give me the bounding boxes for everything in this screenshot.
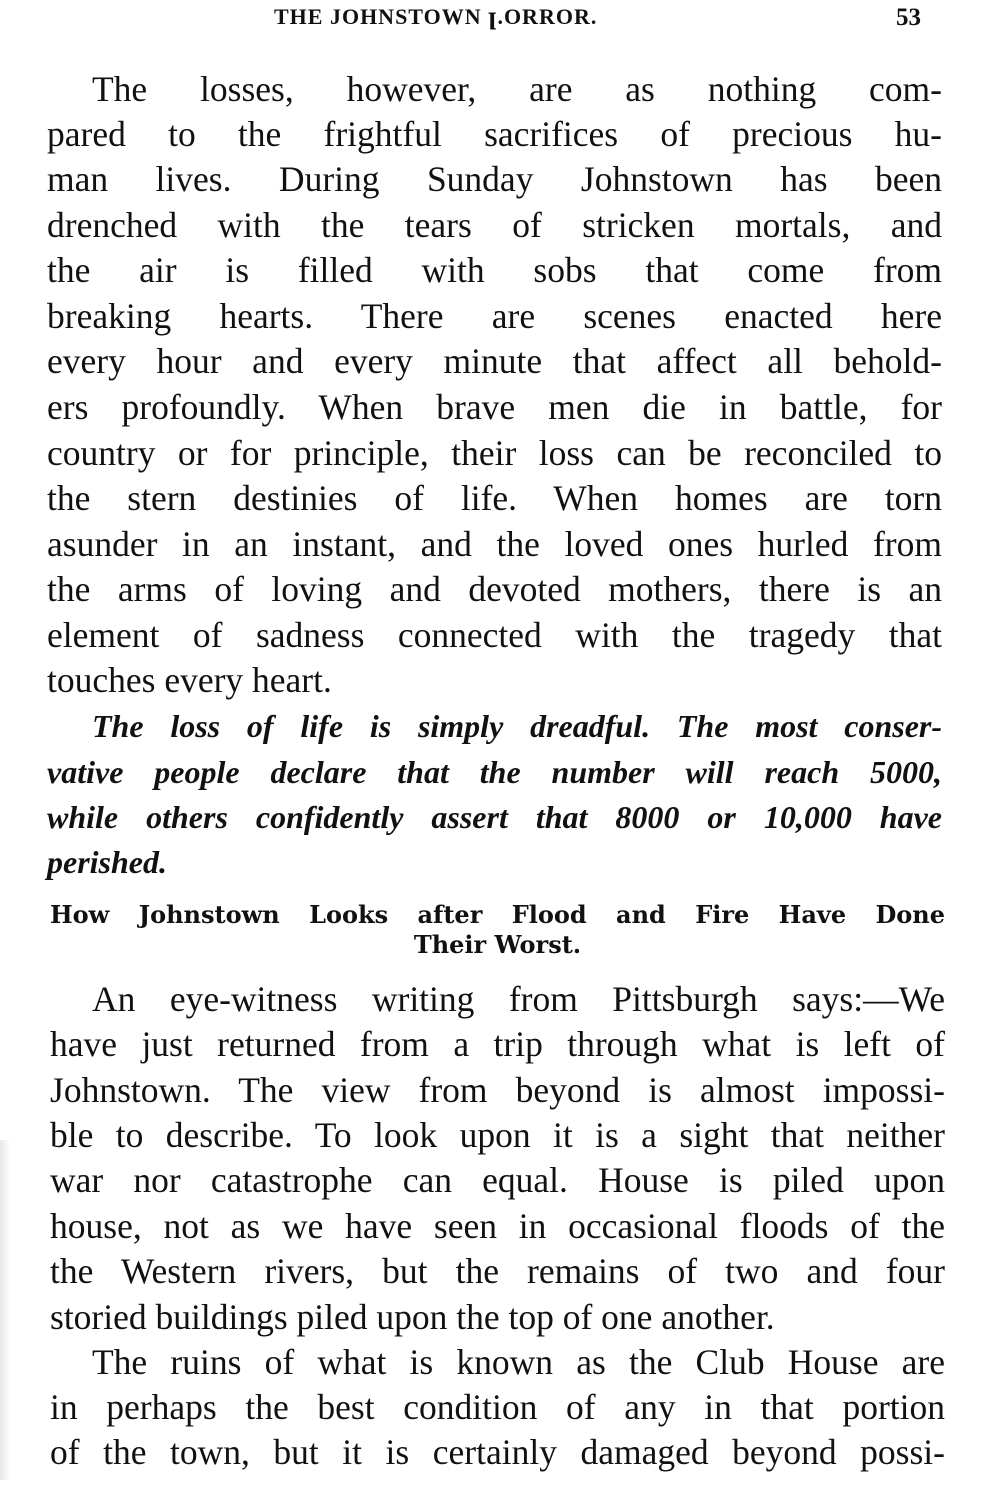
italic-text-line: The loss of life is simply dreadful. The most conser-: [92, 708, 942, 744]
text-line: touches every heart.: [47, 660, 332, 700]
text-line: The losses, however, are as nothing com-: [92, 69, 942, 109]
running-title: THE JOHNSTOWN ꞁ.ORROR.: [274, 4, 598, 29]
text-line: asunder in an instant, and the loved ones hurled from: [47, 524, 942, 564]
section-heading: [50, 900, 945, 960]
text-line: in perhaps the best condition of any in that portion: [50, 1387, 945, 1427]
text-line: the stern destinies of life. When homes are torn: [47, 478, 942, 518]
text-line: ers profoundly. When brave men die in battle, for: [47, 387, 942, 427]
italic-text-line: perished.: [47, 844, 167, 880]
section-heading-line: How Johnstown Looks after Flood and Fire Have Done: [50, 900, 945, 929]
text-line: country or for principle, their loss can be reconciled to: [47, 433, 942, 473]
text-line: every hour and every minute that affect all behold-: [47, 341, 942, 381]
text-line: Johnstown. The view from beyond is almost impossi-: [50, 1070, 945, 1110]
text-line: storied buildings piled upon the top of one another.: [50, 1297, 775, 1337]
running-head: [0, 4, 1000, 36]
page-number: 53: [896, 4, 921, 31]
text-line: An eye-witness writing from Pittsburgh says:—We: [92, 979, 945, 1019]
text-line: war nor catastrophe can equal. House is piled upon: [50, 1160, 945, 1200]
text-line: the air is filled with sobs that come from: [47, 250, 942, 290]
italic-text-line: vative people declare that the number will reach 5000,: [47, 754, 942, 790]
italic-text-line: while others confidently assert that 8000 or 10,000 have: [47, 799, 942, 835]
text-line: element of sadness connected with the tragedy that: [47, 615, 942, 655]
scan-edge-shadow: [0, 1140, 10, 1480]
section-heading-line: Their Worst.: [413, 930, 582, 959]
text-line: of the town, but it is certainly damaged beyond possi-: [50, 1432, 945, 1472]
text-line: drenched with the tears of stricken mortals, and: [47, 205, 942, 245]
text-line: pared to the frightful sacrifices of precious hu-: [47, 114, 942, 154]
text-line: ble to describe. To look upon it is a sight that neither: [50, 1115, 945, 1155]
text-line: the arms of loving and devoted mothers, there is an: [47, 569, 942, 609]
text-line: the Western rivers, but the remains of two and four: [50, 1251, 945, 1291]
text-line: house, not as we have seen in occasional floods of the: [50, 1206, 945, 1246]
text-line: man lives. During Sunday Johnstown has been: [47, 159, 942, 199]
text-line: breaking hearts. There are scenes enacted here: [47, 296, 942, 336]
text-line: have just returned from a trip through what is left of: [50, 1024, 945, 1064]
text-line: The ruins of what is known as the Club House are: [92, 1342, 945, 1382]
